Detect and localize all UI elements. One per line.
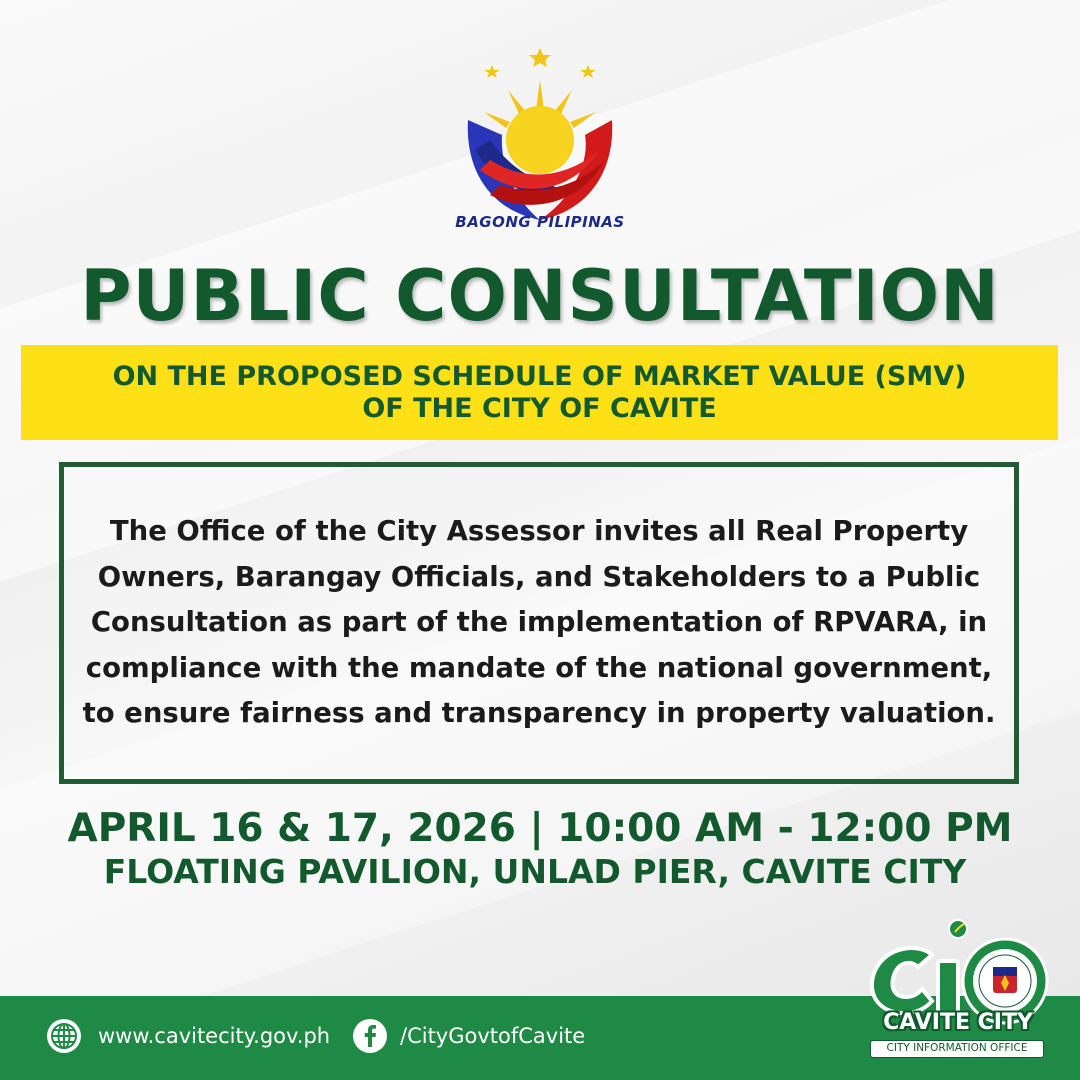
cio-city-name: CAVITE CITY <box>883 1010 1033 1035</box>
facebook-text: /CityGovtofCavite <box>400 1024 586 1048</box>
website-text: www.cavitecity.gov.ph <box>98 1024 331 1048</box>
logo-caption: BAGONG PILIPINAS <box>455 213 625 231</box>
cio-office-name: CITY INFORMATION OFFICE <box>870 1040 1044 1058</box>
subtitle-line-2: OF THE CITY OF CAVITE <box>362 392 717 424</box>
globe-icon <box>44 1016 84 1056</box>
event-datetime: APRIL 16 & 17, 2026 | 10:00 AM - 12:00 PM <box>67 806 1013 851</box>
description-text: The Office of the City Assessor invites all Real Property Owners, Barangay Officials, and Stakeholders to a Public Consultation as part of the implementation of RPVARA, in compliance with the mandate of the national government, to ensure fairness and transparency in property valuation. <box>82 515 996 730</box>
subtitle-banner <box>21 345 1058 440</box>
description-box <box>59 462 1019 784</box>
facebook-link[interactable] <box>350 1016 585 1056</box>
website-link[interactable] <box>44 1016 330 1056</box>
page-title: PUBLIC CONSULTATION <box>80 255 1000 337</box>
bagong-pilipinas-emblem-icon <box>420 40 660 240</box>
subtitle-line-1: ON THE PROPOSED SCHEDULE OF MARKET VALUE (SMV) <box>112 360 967 392</box>
event-venue: FLOATING PAVILION, UNLAD PIER, CAVITE CITY <box>103 852 967 891</box>
bagong-pilipinas-logo <box>420 40 660 240</box>
facebook-icon <box>350 1016 390 1056</box>
